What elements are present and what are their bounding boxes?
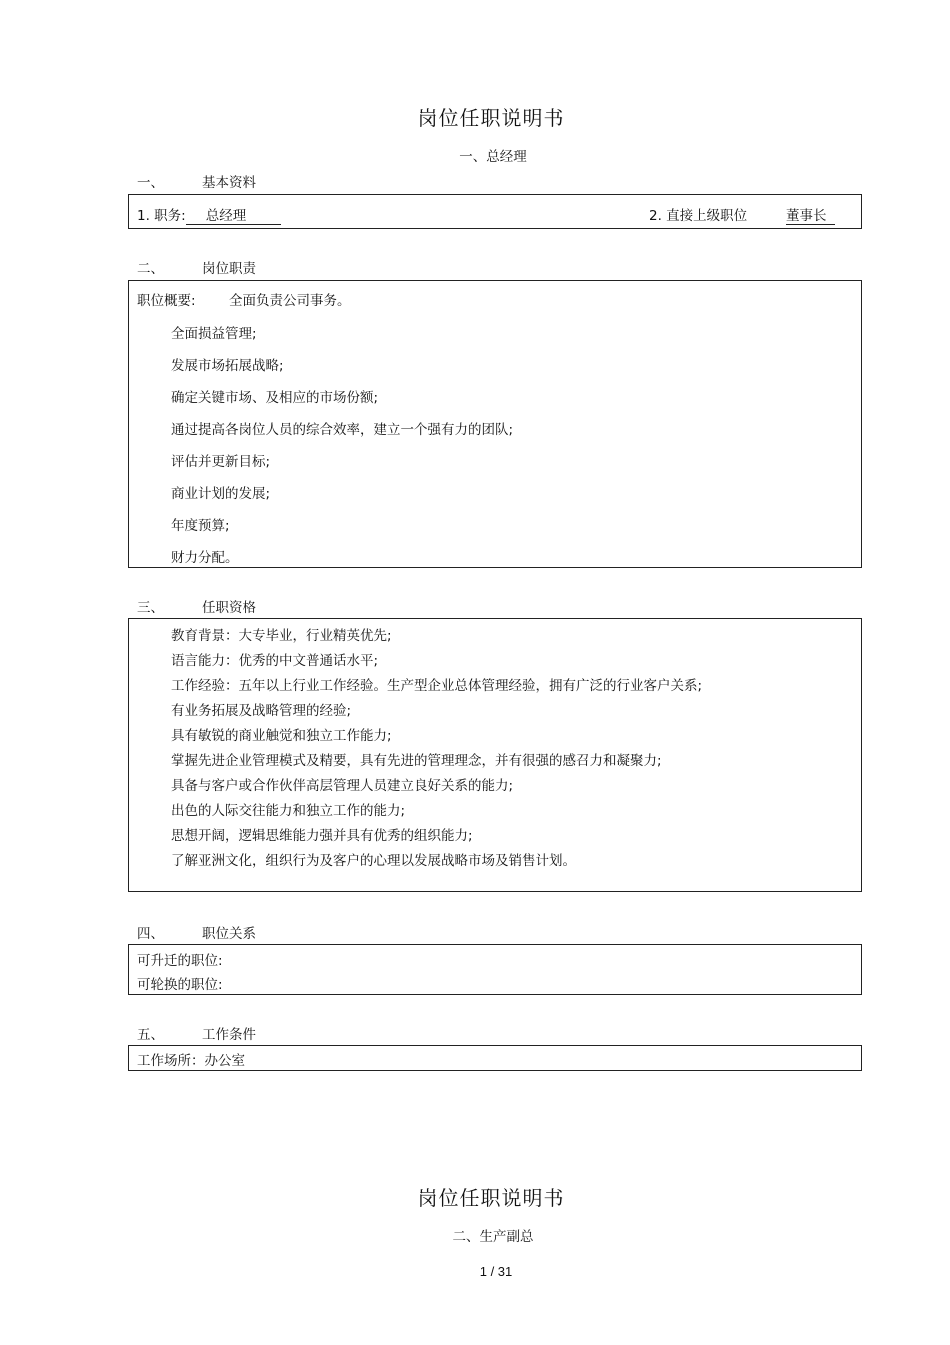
job-subtitle: 一、总经理 — [459, 149, 527, 165]
relations-box — [128, 944, 862, 995]
duties-box — [128, 280, 862, 568]
section-3-title: 任职资格 — [202, 600, 256, 616]
basic-info-box — [128, 194, 862, 229]
superior-value: 董事长 — [786, 204, 835, 225]
duty-item: 确定关键市场、及相应的市场份额; — [171, 390, 379, 406]
section-4-number: 四、 — [137, 926, 164, 942]
qualification-item: 具有敏锐的商业触觉和独立工作能力; — [171, 728, 392, 744]
duty-item: 财力分配。 — [171, 550, 239, 566]
page-title-2: 岗位任职说明书 — [417, 1186, 565, 1210]
qualifications-box — [128, 618, 862, 892]
overview-label: 职位概要: — [137, 293, 196, 309]
qualification-item: 思想开阔，逻辑思维能力强并具有优秀的组织能力; — [171, 828, 473, 844]
section-4-title: 职位关系 — [202, 926, 256, 942]
promotion-label: 可升迁的职位: — [137, 953, 223, 969]
section-2-number: 二、 — [137, 261, 164, 277]
conditions-box — [128, 1045, 862, 1071]
superior-field — [786, 204, 835, 225]
post-label: 1. 职务: — [137, 208, 186, 224]
superior-label: 2. 直接上级职位 — [649, 208, 748, 224]
post-field — [137, 204, 281, 225]
overview-value: 全面负责公司事务。 — [229, 293, 351, 309]
qualification-item: 工作经验：五年以上行业工作经验。生产型企业总体管理经验，拥有广泛的行业客户关系; — [171, 678, 703, 694]
section-1-number: 一、 — [137, 175, 164, 191]
section-1-title: 基本资料 — [202, 175, 256, 191]
qualification-item: 了解亚洲文化，组织行为及客户的心理以发展战略市场及销售计划。 — [171, 853, 576, 869]
duty-item: 商业计划的发展; — [171, 486, 271, 502]
section-2-title: 岗位职责 — [202, 261, 256, 277]
duty-item: 发展市场拓展战略; — [171, 358, 284, 374]
workplace-text: 工作场所：办公室 — [137, 1053, 245, 1069]
duty-item: 评估并更新目标; — [171, 454, 271, 470]
page-title: 岗位任职说明书 — [417, 106, 565, 130]
qualification-item: 教育背景：大专毕业，行业精英优先; — [171, 628, 392, 644]
qualification-item: 具备与客户或合作伙伴高层管理人员建立良好关系的能力; — [171, 778, 514, 794]
qualification-item: 有业务拓展及战略管理的经验; — [171, 703, 352, 719]
qualification-item: 语言能力：优秀的中文普通话水平; — [171, 653, 379, 669]
duty-item: 通过提高各岗位人员的综合效率，建立一个强有力的团队; — [171, 422, 514, 438]
duty-item: 年度预算; — [171, 518, 230, 534]
qualification-item: 掌握先进企业管理模式及精要，具有先进的管理理念，并有很强的感召力和凝聚力; — [171, 753, 662, 769]
page-number: 1 / 31 — [479, 1264, 513, 1279]
post-value: 总经理 — [186, 204, 281, 225]
section-5-title: 工作条件 — [202, 1027, 256, 1043]
rotation-label: 可轮换的职位: — [137, 977, 223, 993]
section-3-number: 三、 — [137, 600, 164, 616]
qualification-item: 出色的人际交往能力和独立工作的能力; — [171, 803, 406, 819]
job-subtitle-2: 二、生产副总 — [452, 1229, 534, 1245]
section-5-number: 五、 — [137, 1027, 164, 1043]
duty-item: 全面损益管理; — [171, 326, 257, 342]
